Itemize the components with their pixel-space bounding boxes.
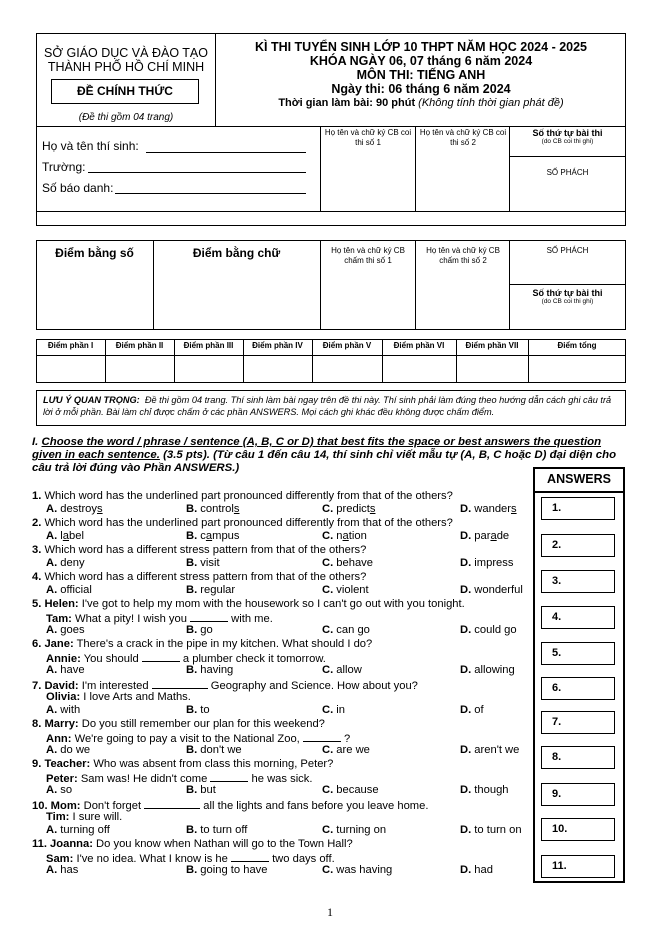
option: C. can go — [322, 624, 370, 636]
dialog-line: 5. Helen: I've got to help my mom with the housework so I can't go out with you tonight. — [32, 598, 465, 610]
option: D. wanders — [460, 503, 517, 515]
part-score-cell[interactable] — [174, 356, 243, 382]
column-divider — [243, 339, 244, 383]
school-field[interactable] — [88, 172, 306, 173]
column-divider — [382, 339, 383, 383]
part-score-cell[interactable] — [312, 356, 382, 382]
question-stem: 3. Which word has a different stress pattern from that of the others? — [32, 544, 367, 556]
part-score-cell[interactable] — [456, 356, 528, 382]
part-score-label: Điểm tổng — [557, 341, 597, 350]
option: B. to — [186, 704, 210, 716]
option: C. predicts — [322, 503, 376, 515]
option: A. do we — [46, 744, 91, 756]
blank — [142, 651, 180, 662]
blank — [190, 611, 228, 622]
question-stem: 2. Which word has the underlined part pronounced differently from that of the others? — [32, 517, 453, 529]
grader-1: Họ tên và chữ ký CB chấm thi số 1 — [331, 246, 405, 265]
option: B. to turn off — [186, 824, 248, 836]
option: A. have — [46, 664, 85, 676]
part-score-label: Điểm phần IV — [252, 341, 303, 350]
option: B. go — [186, 624, 213, 636]
answers-title: ANSWERS — [547, 472, 611, 486]
answer-box[interactable]: 2. — [541, 534, 615, 557]
option: A. official — [46, 584, 92, 596]
part-score-label: Điểm phần VII — [465, 341, 519, 350]
part-score-cell[interactable] — [105, 356, 174, 382]
option: C. are we — [322, 744, 370, 756]
option: D. of — [460, 704, 484, 716]
dialog-line: Sam: I've no idea. What I know is he two days off. — [46, 853, 335, 865]
answer-box[interactable]: 5. — [541, 642, 615, 665]
column-divider — [456, 339, 457, 383]
option: C. because — [322, 784, 379, 796]
dialog-line: 6. Jane: There's a crack in the pipe in my kitchen. What should I do? — [32, 638, 373, 650]
answer-box[interactable]: 4. — [541, 606, 615, 629]
option: B. campus — [186, 530, 240, 542]
option: D. parade — [460, 530, 510, 542]
column-divider — [528, 339, 529, 383]
option: C. violent — [322, 584, 369, 596]
grader-2: Họ tên và chữ ký CB chấm thi số 2 — [426, 246, 500, 265]
part-score-cell[interactable] — [382, 356, 456, 382]
dialog-line: Tim: I sure will. — [46, 811, 123, 823]
page-number: 1 — [327, 905, 333, 919]
invigilator-1: Họ tên và chữ ký CB coi thi số 1 — [324, 128, 412, 147]
option: B. having — [186, 664, 234, 676]
option: A. so — [46, 784, 73, 796]
blank — [210, 771, 248, 782]
part-score-label: Điểm phần VI — [393, 341, 445, 350]
official-label: ĐỀ CHÍNH THỨC — [51, 79, 199, 104]
option: A. label — [46, 530, 84, 542]
dialog-line: Peter: Sam was! He didn't come he was sick. — [46, 773, 313, 785]
option: D. though — [460, 784, 509, 796]
option: C. behave — [322, 557, 374, 569]
option: B. visit — [186, 557, 220, 569]
score-word-label: Điểm bằng chữ — [192, 246, 281, 260]
option: C. turning on — [322, 824, 387, 836]
candidate-name-field[interactable] — [146, 152, 306, 153]
part-score-label: Điểm phần V — [322, 341, 372, 350]
option: C. nation — [322, 530, 367, 542]
blank — [303, 731, 341, 742]
blank — [231, 851, 269, 862]
part-score-cell[interactable] — [243, 356, 312, 382]
answer-box[interactable]: 11. — [541, 855, 615, 878]
section-1-instructions: I. Choose the word / phrase / sentence (A, B, C or D) that best fits the space or best answers the question given in each sentence. (3.5 pts). (Từ câu 1 đến câu 14, thí sinh chỉ viết mẫu tự (A, B, C hoặc D) đại diện cho câu trả lời đúng vào Phần ANSWERS.) — [32, 436, 617, 474]
pages-note: (Đề thi gồm 04 trang) — [78, 112, 174, 123]
answer-box[interactable]: 6. — [541, 677, 615, 700]
question-stem: 1. Which word has the underlined part pronounced differently from that of the others? — [32, 490, 453, 502]
answer-box[interactable]: 1. — [541, 497, 615, 520]
part-score-label: Điểm phần II — [115, 341, 164, 350]
answer-box[interactable]: 8. — [541, 746, 615, 769]
part-score-cell[interactable] — [528, 356, 626, 382]
exam-title: KÌ THI TUYỂN SINH LỚP 10 THPT NĂM HỌC 2024 - 2025 — [254, 40, 588, 54]
seq-number-label: Số thứ tự bài thi (do CB coi thi ghi) — [532, 128, 603, 145]
score-number-label: Điểm bằng số — [55, 246, 134, 260]
answer-box[interactable]: 3. — [541, 570, 615, 593]
exam-title-block — [216, 40, 626, 110]
dialog-line: 8. Marry: Do you still remember our plan for this weekend? — [32, 718, 325, 730]
scoring-phach-label: SỐ PHÁCH — [546, 246, 589, 255]
option: D. aren't we — [460, 744, 520, 756]
column-divider — [312, 339, 313, 383]
answer-box[interactable]: 9. — [541, 783, 615, 806]
answer-box[interactable]: 7. — [541, 711, 615, 734]
phach-label: SỐ PHÁCH — [546, 168, 589, 177]
option: D. had — [460, 864, 493, 876]
exam-subject: MÔN THI: TIẾNG ANH — [356, 68, 486, 82]
option: A. has — [46, 864, 79, 876]
candidate-id-label: Số báo danh: — [42, 181, 114, 195]
blank — [144, 798, 200, 809]
option: B. but — [186, 784, 216, 796]
exam-dates: KHÓA NGÀY 06, 07 tháng 6 năm 2024 — [309, 54, 533, 68]
option: A. destroys — [46, 503, 103, 515]
part-score-label: Điểm phần I — [47, 341, 94, 350]
dialog-line: Olivia: I love Arts and Maths. — [46, 691, 191, 703]
dialog-line: 9. Teacher: Who was absent from class this morning, Peter? — [32, 758, 334, 770]
duration-note: (Không tính thời gian phát đề) — [418, 97, 564, 109]
option: A. goes — [46, 624, 85, 636]
option: A. deny — [46, 557, 85, 569]
option: D. could go — [460, 624, 517, 636]
option: B. controls — [186, 503, 240, 515]
dialog-line: 7. David: I'm interested Geography and Science. How about you? — [32, 680, 418, 692]
dialog-line: Ann: We're going to pay a visit to the National Zoo, ? — [46, 733, 351, 745]
dialog-line: 10. Mom: Don't forget all the lights and fans before you leave home. — [32, 800, 429, 812]
duration: Thời gian làm bài: 90 phút — [278, 97, 416, 109]
option: D. impress — [460, 557, 514, 569]
candidate-id-field[interactable] — [115, 193, 306, 194]
option: B. going to have — [186, 864, 268, 876]
option: D. to turn on — [460, 824, 522, 836]
question-stem: 4. Which word has a different stress pattern from that of the others? — [32, 571, 367, 583]
column-divider — [174, 339, 175, 383]
important-notice: LƯU Ý QUAN TRỌNG: Đề thi gồm 04 trang. Thí sinh làm bài ngay trên đề thi này. Thí sinh phải làm đúng theo hướng dẫn cách ghi câu trả lời ở mỗi phần. Bài làm chỉ được chấm ở các phần ANSWERS. Mọi cách ghi khác đều không được chấm điểm. — [36, 390, 626, 426]
option: C. allow — [322, 664, 362, 676]
dialog-line: Tam: What a pity! I wish you with me. — [46, 613, 273, 625]
dialog-line: Annie: You should a plumber check it tomorrow. — [46, 653, 326, 665]
department-name: SỞ GIÁO DỤC VÀ ĐÀO TẠO THÀNH PHỐ HỒ CHÍ MINH — [44, 46, 208, 74]
option: D. wonderful — [460, 584, 523, 596]
option: A. with — [46, 704, 81, 716]
answer-box[interactable]: 10. — [541, 818, 615, 841]
scoring-seq-label: Số thứ tự bài thi (do CB coi thi ghi) — [532, 288, 603, 305]
invigilator-2: Họ tên và chữ ký CB coi thi số 2 — [419, 128, 507, 147]
school-label: Trường: — [42, 160, 86, 174]
column-divider — [105, 339, 106, 383]
option: D. allowing — [460, 664, 515, 676]
dialog-line: 11. Joanna: Do you know when Nathan will go to the Town Hall? — [32, 838, 353, 850]
candidate-name-label: Họ và tên thí sinh: — [42, 139, 139, 153]
option: B. don't we — [186, 744, 242, 756]
option: A. turning off — [46, 824, 110, 836]
part-score-cell[interactable] — [36, 356, 105, 382]
exam-day: Ngày thi: 06 tháng 6 năm 2024 — [331, 82, 511, 96]
option: C. in — [322, 704, 346, 716]
part-score-label: Điểm phần III — [183, 341, 234, 350]
option: B. regular — [186, 584, 236, 596]
blank — [152, 678, 208, 689]
option: C. was having — [322, 864, 393, 876]
